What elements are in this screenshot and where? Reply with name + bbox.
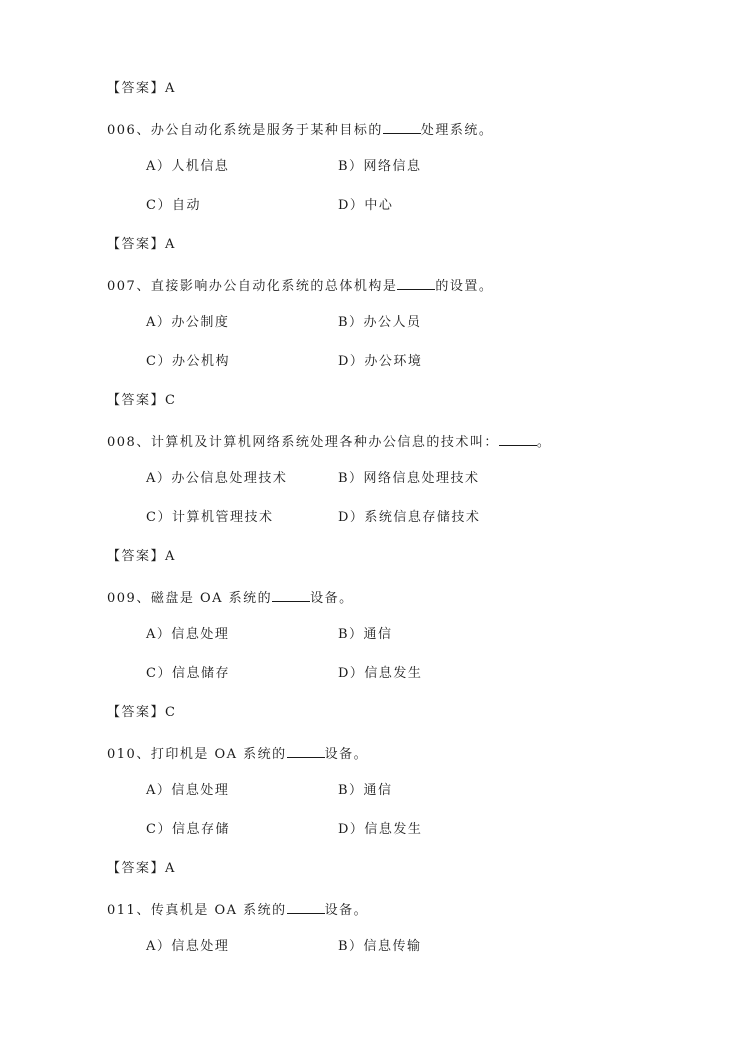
option-b: B）网络信息 <box>338 159 422 174</box>
question-011 <box>107 900 368 919</box>
answer-label: 【答案】 <box>107 861 166 876</box>
question-text-before: 磁盘是 OA 系统的 <box>150 591 273 606</box>
option-a: A）信息处理 <box>146 783 230 798</box>
answer-label: 【答案】 <box>107 237 166 252</box>
option-c: C）信息储存 <box>146 666 230 681</box>
option-b: B）信息传输 <box>338 939 422 954</box>
option-c: C）信息存储 <box>146 822 230 837</box>
answer-line <box>107 705 176 721</box>
question-text-after: 处理系统。 <box>420 123 494 138</box>
question-text-after: 。 <box>536 435 552 450</box>
question-number: 006、 <box>107 123 151 138</box>
question-text-after: 设备。 <box>310 591 354 606</box>
answer-blank <box>383 120 421 134</box>
question-number: 009、 <box>107 591 151 606</box>
question-006 <box>107 120 493 139</box>
option-a: A）信息处理 <box>146 939 230 954</box>
answer-line <box>107 549 176 565</box>
answer-line <box>107 861 176 877</box>
question-number: 007、 <box>107 279 151 294</box>
question-text-before: 传真机是 OA 系统的 <box>150 903 287 918</box>
answer-label: 【答案】 <box>107 549 166 564</box>
answer-line <box>107 237 176 253</box>
option-a: A）人机信息 <box>146 159 230 174</box>
answer-value: C <box>165 393 177 408</box>
option-b: B）通信 <box>338 627 393 642</box>
question-008 <box>107 432 551 451</box>
question-010 <box>107 744 368 763</box>
answer-line <box>107 393 176 409</box>
answer-label: 【答案】 <box>107 705 166 720</box>
question-text-before: 计算机及计算机网络系统处理各种办公信息的技术叫： <box>150 435 499 450</box>
answer-blank <box>272 588 310 602</box>
answer-blank <box>287 744 325 758</box>
answer-blank <box>287 900 325 914</box>
question-text-before: 办公自动化系统是服务于某种目标的 <box>150 123 383 138</box>
question-number: 010、 <box>107 747 151 762</box>
question-text-after: 的设置。 <box>435 279 494 294</box>
option-a: A）信息处理 <box>146 627 230 642</box>
option-b: B）通信 <box>338 783 393 798</box>
option-d: D）中心 <box>338 198 394 213</box>
option-d: D）信息发生 <box>338 666 423 681</box>
answer-blank <box>499 432 537 446</box>
option-b: B）网络信息处理技术 <box>338 471 480 486</box>
answer-label: 【答案】 <box>107 393 166 408</box>
option-d: D）信息发生 <box>338 822 423 837</box>
question-text-before: 打印机是 OA 系统的 <box>150 747 287 762</box>
question-number: 008、 <box>107 435 151 450</box>
answer-value: A <box>165 237 176 252</box>
answer-value: C <box>165 705 177 720</box>
answer-label: 【答案】 <box>107 81 166 96</box>
option-a: A）办公制度 <box>146 315 230 330</box>
option-d: D）系统信息存储技术 <box>338 510 481 525</box>
question-text-after: 设备。 <box>324 903 369 918</box>
option-b: B）办公人员 <box>338 315 422 330</box>
question-text-before: 直接影响办公自动化系统的总体机构是 <box>150 279 398 294</box>
question-007 <box>107 276 493 295</box>
option-c: C）计算机管理技术 <box>146 510 274 525</box>
answer-value: A <box>165 81 176 96</box>
answer-blank <box>397 276 435 290</box>
answer-value: A <box>165 861 176 876</box>
option-c: C）自动 <box>146 198 201 213</box>
option-a: A）办公信息处理技术 <box>146 471 288 486</box>
answer-value: A <box>165 549 176 564</box>
question-text-after: 设备。 <box>324 747 369 762</box>
question-number: 011、 <box>107 903 151 918</box>
answer-line <box>107 81 176 97</box>
option-c: C）办公机构 <box>146 354 230 369</box>
question-009 <box>107 588 354 607</box>
option-d: D）办公环境 <box>338 354 423 369</box>
